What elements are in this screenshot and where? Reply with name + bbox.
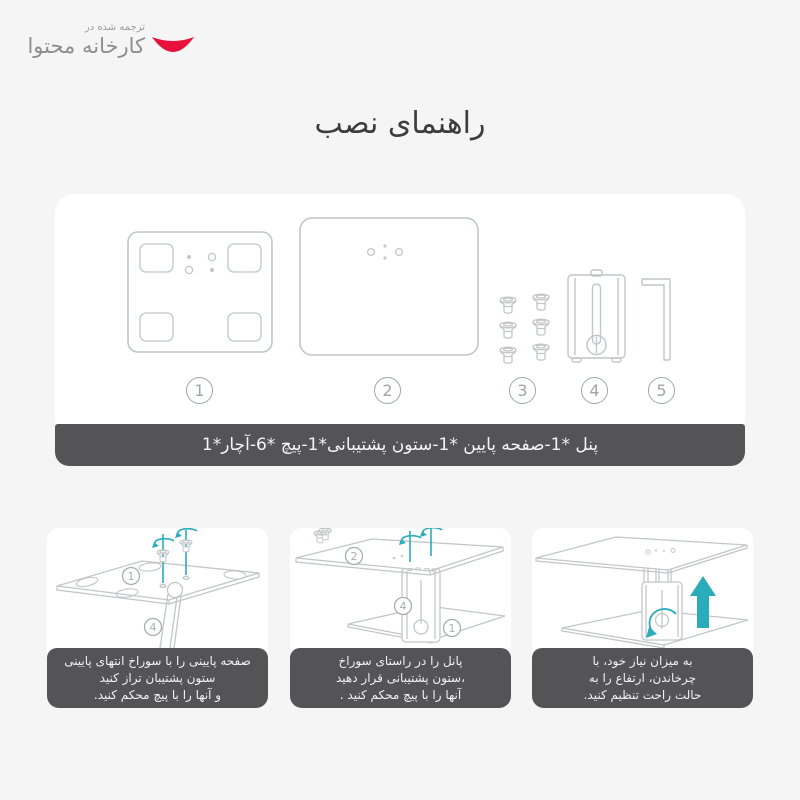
step-panel-2 (290, 528, 511, 708)
parts-caption-text: پنل *1-صفحه پایین *1-ستون پشتیبانی*1-پیچ *6-آچار*1 (201, 435, 599, 455)
brand-logo (26, 22, 196, 62)
caption-line: آنها را با پیچ محکم کنید . (339, 687, 462, 702)
support-column-drawing (568, 270, 625, 362)
diagram-label: 1 (448, 622, 456, 635)
part-number-badge: 2 (374, 377, 401, 404)
part-number-badge: 1 (186, 377, 213, 404)
logo-tagline: ترجمه شده در (84, 22, 145, 33)
step-1-caption (47, 648, 268, 708)
diagram-label: 4 (149, 621, 157, 634)
caption-line: پانل را در راستای سوراخ (338, 653, 463, 668)
caption-line: ستون پشتیبان تراز کنید (99, 670, 216, 685)
up-arrow-icon (690, 576, 716, 628)
smile-logo-icon (150, 32, 196, 62)
diagram-label: 1 (127, 570, 135, 583)
screws-drawing (500, 294, 549, 363)
bottom-plate-drawing (128, 232, 272, 352)
part-number-badge: 4 (581, 377, 608, 404)
step-2-caption (290, 648, 511, 708)
step-panel-3 (532, 528, 753, 708)
allen-wrench-drawing (642, 279, 670, 360)
step-1-labels (123, 568, 162, 636)
caption-line: صفحه پایینی را با سوراخ انتهای پایینی (64, 653, 251, 668)
part-number-badge: 5 (648, 377, 675, 404)
caption-line: حالت راحت تنظیم کنید. (583, 687, 702, 702)
caption-line: چرخاندن، ارتفاع را به (588, 670, 697, 685)
diagram-label: 4 (399, 600, 407, 613)
parts-caption-bar (55, 424, 745, 466)
diagram-label: 2 (350, 550, 358, 563)
parts-card (55, 194, 745, 424)
caption-line: و آنها را با پیچ محکم کنید. (93, 687, 222, 702)
caption-line: به میزان نیاز خود، با (592, 653, 693, 668)
caption-line: ،ستون پشتیبانی قرار دهید (336, 670, 465, 685)
page-title: راهنمای نصب (314, 106, 486, 141)
step-2-illustration (290, 528, 511, 648)
logo-text (27, 22, 145, 58)
step-panel-1 (47, 528, 268, 708)
step-3-caption (532, 648, 753, 708)
step-3-illustration (532, 528, 753, 648)
panel-drawing (300, 218, 478, 355)
step-1-illustration (47, 528, 268, 648)
logo-brand: کارخانه محتوا (27, 34, 145, 58)
part-number-badge: 3 (509, 377, 536, 404)
